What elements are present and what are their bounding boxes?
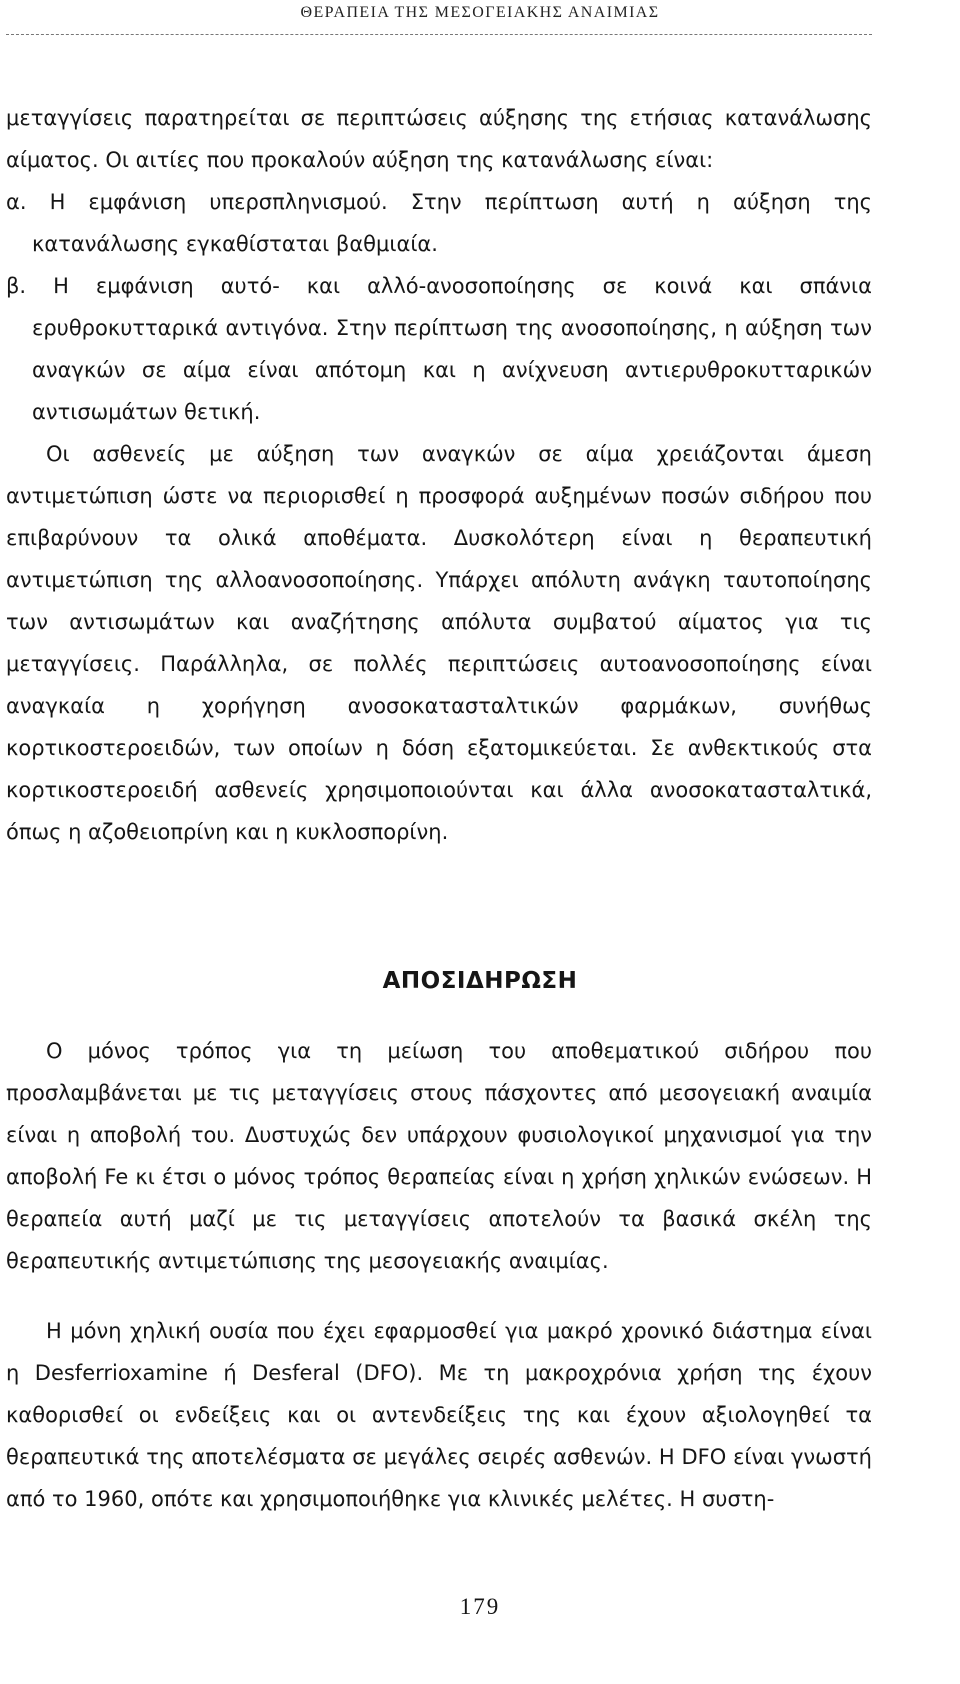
header-rule <box>6 34 872 35</box>
chelation-paragraph-2: Η μόνη χηλική ουσία που έχει εφαρμοσθεί για μακρό χρονικό διάστημα είναι η Desferrioxamine ή Desferal (DFO). Με τη μακροχρόνια χρήση της έχουν καθορισθεί οι ενδείξεις και οι αντενδείξεις της και έχουν αξιολογηθεί τα θεραπευτικά της αποτελέσματα σε μεγάλες σειρές ασθενών. Η DFO είναι γνωστή από το 1960, οπότε και χρησιμοποιήθηκε για κλινικές μελέτες. Η συστη- <box>6 1319 872 1511</box>
list-item-a: α. Η εμφάνιση υπερσπληνισμού. Στην περίπτωση αυτή η αύξηση της κατανάλωσης εγκαθίσταται βαθμιαία. <box>6 190 872 256</box>
running-head: ΘΕΡΑΠΕΙΑ ΤΗΣ ΜΕΣΟΓΕΙΑΚΗΣ ΑΝΑΙΜΙΑΣ <box>300 4 660 21</box>
section-heading: ΑΠΟΣΙΔΗΡΩΣΗ <box>382 968 578 994</box>
text-block-1 <box>6 97 872 853</box>
treatment-paragraph: Οι ασθενείς με αύξηση των αναγκών σε αίμα χρειάζονται άμεση αντιμετώπιση ώστε να περιορισθεί η προσφορά αυξημένων ποσών σιδήρου που επιβαρύνουν τα ολικά αποθέματα. Δυσκολότερη είναι η θεραπευτική αντιμετώπιση της αλλοανοσοποίησης. Υπάρχει απόλυτη ανάγκη ταυτοποίησης των αντισωμάτων και αναζήτησης απόλυτα συμβατού αίματος για τις μεταγγίσεις. Παράλληλα, σε πολλές περιπτώσεις αυτοανοσοποίησης είναι αναγκαία η χορήγηση ανοσοκατασταλτικών φαρμάκων, συνήθως κορτικοστεροειδών, των οποίων η δόση εξατομικεύεται. Σε ανθεκτικούς στα κορτικοστεροειδή ασθενείς χρησιμοποιούνται και άλλα ανοσοκατασταλτικά, όπως η αζοθειοπρίνη και η κυκλοσπορίνη. <box>6 442 872 844</box>
page-number: 179 <box>459 1594 501 1619</box>
intro-paragraph: μεταγγίσεις παρατηρείται σε περιπτώσεις αύξησης της ετήσιας κατανάλωσης αίματος. Οι αιτίες που προκαλούν αύξηση της κατανάλωσης είναι: <box>6 106 872 172</box>
chelation-paragraph-1: Ο μόνος τρόπος για τη μείωση του αποθεματικού σιδήρου που προσλαμβάνεται με τις μεταγγίσεις στους πάσχοντες από μεσογειακή αναιμία είναι η αποβολή του. Δυστυχώς δεν υπάρχουν φυσιολογικοί μηχανισμοί για την αποβολή Fe κι έτσι ο μόνος τρόπος θεραπείας είναι η χρήση χηλικών ενώσεων. Η θεραπεία αυτή μαζί με τις μεταγγίσεις αποτελούν τα βασικά σκέλη της θεραπευτικής αντιμετώπισης της μεσογειακής αναιμίας. <box>6 1039 872 1273</box>
text-block-2 <box>6 1030 872 1520</box>
list-item-b: β. Η εμφάνιση αυτό- και αλλό-ανοσοποίησης σε κοινά και σπάνια ερυθροκυτταρικά αντιγόνα. Στην περίπτωση της ανοσοποίησης, η αύξηση των αναγκών σε αίμα είναι απότομη και η ανίχνευση αντιερυθροκυτταρικών αντισωμάτων θετική. <box>6 274 872 424</box>
